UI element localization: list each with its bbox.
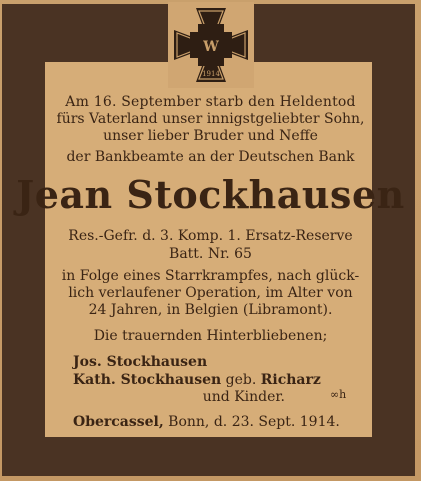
mourner-2 bbox=[73, 372, 321, 388]
fate-line-1: in Folge eines Starrkrampfes, nach glück- bbox=[61, 268, 360, 284]
place-date: Bonn, d. 23. Sept. 1914. bbox=[163, 414, 340, 430]
svg-text:1914: 1914 bbox=[202, 70, 220, 78]
fate-line-3: 24 Jahren, in Belgien (Libramont). bbox=[88, 302, 333, 318]
iron-cross-icon bbox=[168, 2, 254, 88]
intro-line-3: unser lieber Bruder und Neffe bbox=[103, 128, 318, 144]
svg-text:W: W bbox=[203, 39, 219, 55]
mourner-3: und Kinder. bbox=[202, 389, 285, 405]
intro-line-1: Am 16. September starb den Heldentod bbox=[65, 94, 356, 110]
place-date-line bbox=[73, 414, 340, 430]
intro-line-2: fürs Vaterland unser innigstgeliebter Sohn, bbox=[56, 111, 365, 127]
corner-mark: ∞h bbox=[330, 388, 347, 401]
occupation-line: der Bankbeamte an der Deutschen Bank bbox=[66, 149, 355, 165]
mourner-2-name: Kath. Stockhausen bbox=[73, 372, 222, 388]
rank-line-2: Batt. Nr. 65 bbox=[169, 246, 252, 262]
mourner-1: Jos. Stockhausen bbox=[73, 354, 208, 370]
mourner-2-maiden: Richarz bbox=[260, 372, 321, 388]
place-name: Obercassel, bbox=[73, 414, 164, 430]
deceased-name: Jean Stockhausen bbox=[16, 172, 405, 217]
mourners-heading: Die trauernden Hinterbliebenen; bbox=[93, 328, 328, 344]
rank-line-1: Res.-Gefr. d. 3. Komp. 1. Ersatz-Reserve bbox=[68, 228, 353, 244]
mourner-2-middle: geb. bbox=[221, 372, 261, 388]
fate-line-2: lich verlaufener Operation, im Alter von bbox=[68, 285, 353, 301]
